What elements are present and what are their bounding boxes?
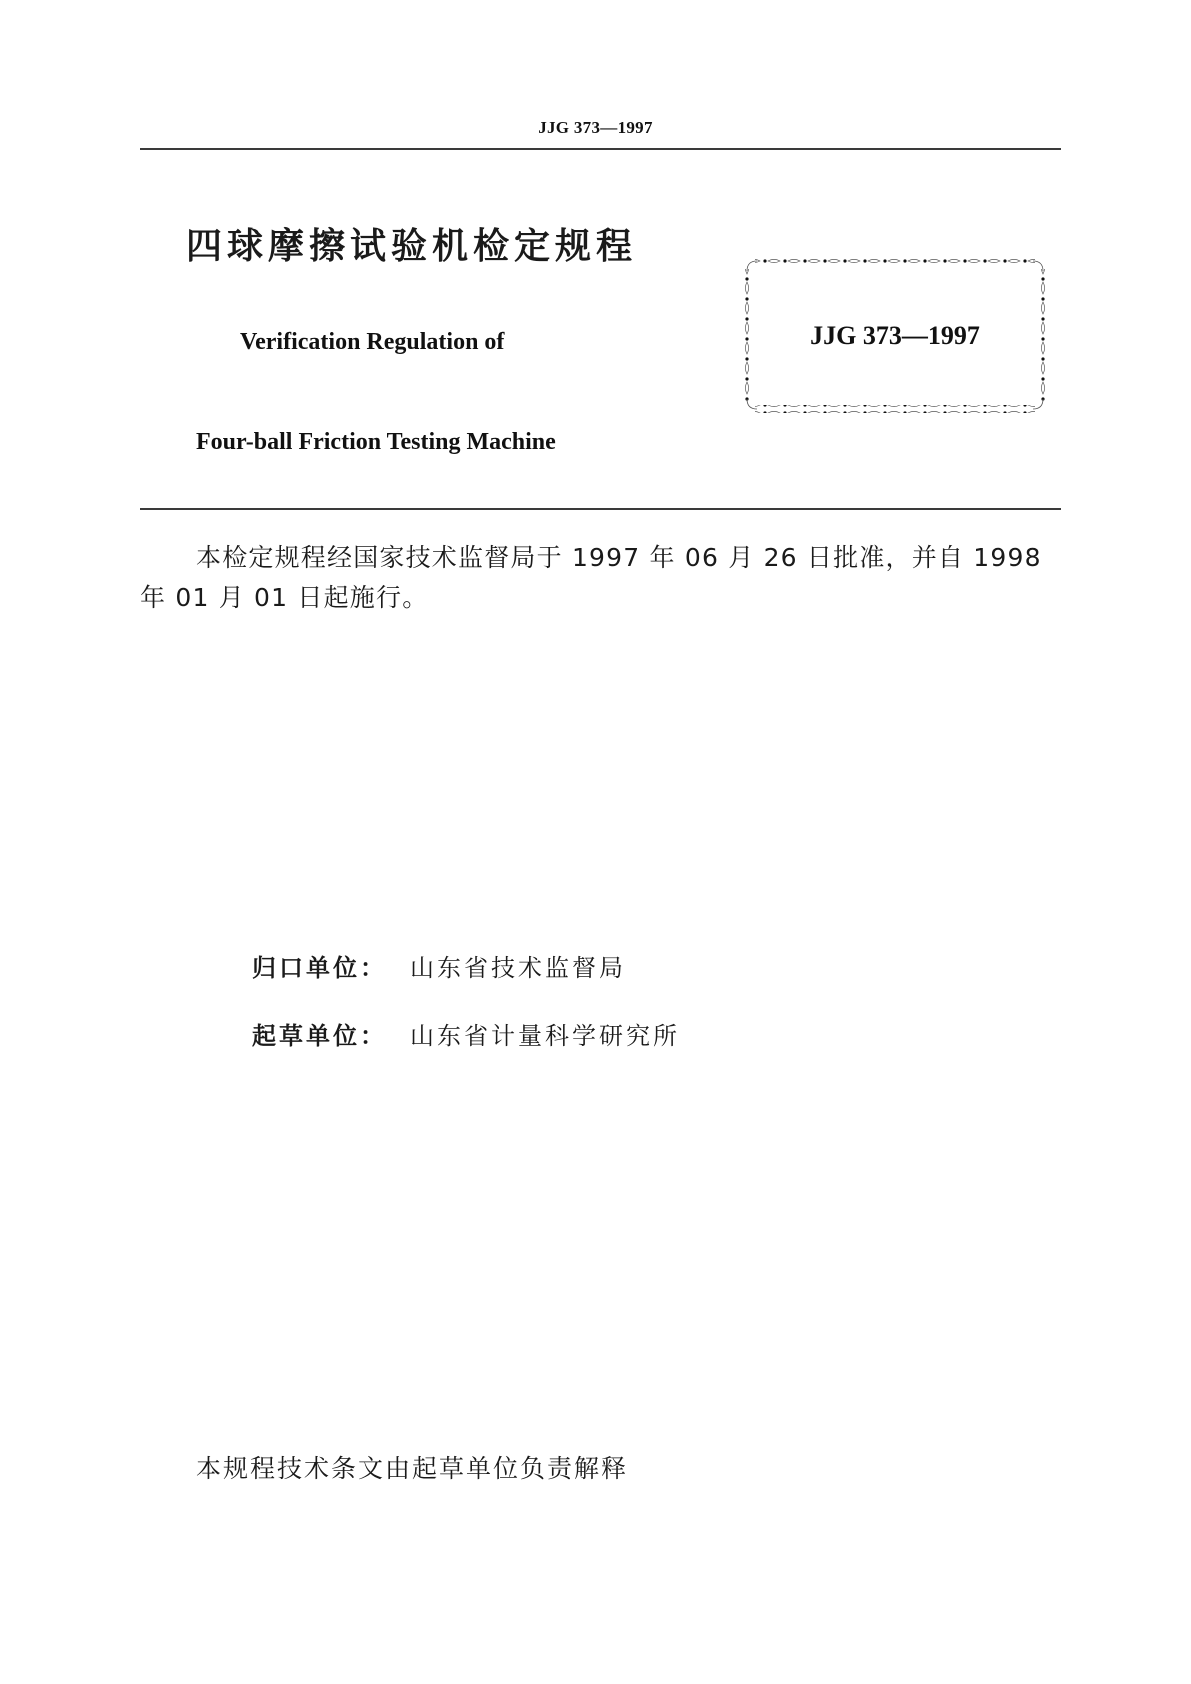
approval-statement-line-1: 本检定规程经国家技术监督局于 1997 年 06 月 26 日批准，并自 1998: [196, 543, 1042, 572]
approval-statement-line-2: 年 01 月 01 日起施行。: [140, 583, 429, 612]
interpretation-note: 本规程技术条文由起草单位负责解释: [196, 1454, 629, 1483]
running-header-code: JJG 373—1997: [538, 118, 653, 137]
document-title-chinese: 四球摩擦试验机检定规程: [186, 226, 638, 267]
drafting-unit-value: 山东省计量科学研究所: [410, 1022, 680, 1050]
standard-code: JJG 373—1997: [810, 321, 980, 350]
section-rule-divider: [140, 508, 1061, 510]
drafting-unit-row: [252, 1016, 680, 1051]
responsible-unit-label: 归口单位：: [252, 954, 387, 982]
responsible-unit-row: [252, 948, 626, 983]
responsible-unit-value: 山东省技术监督局: [410, 954, 626, 982]
drafting-unit-label: 起草单位：: [252, 1022, 387, 1050]
top-rule-divider: [140, 148, 1061, 150]
standard-code-box: [743, 257, 1047, 413]
document-title-english-line-1: Verification Regulation of: [240, 329, 505, 355]
document-title-english-line-2: Four-ball Friction Testing Machine: [196, 429, 556, 455]
